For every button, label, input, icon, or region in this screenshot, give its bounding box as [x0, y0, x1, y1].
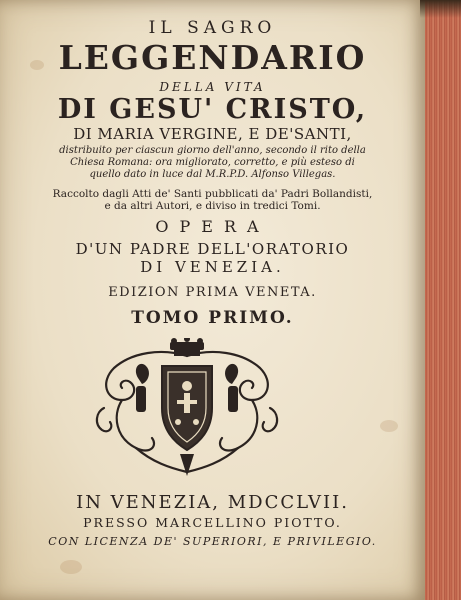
sources-line-2: e da altri Autori, e diviso in tredici Tomi.	[104, 200, 321, 212]
printer-device-ornament	[92, 338, 282, 478]
edition-line: EDIZION PRIMA VENETA.	[108, 285, 317, 300]
title-line-della-vita: DELLA VITA	[159, 80, 266, 94]
sources-line-1: Raccolto dagli Atti de' Santi pubblicati da' Padri Bollandisti,	[52, 188, 373, 200]
author-line-1: D'UN PADRE DELL'ORATORIO	[75, 240, 350, 258]
foxing-spot	[60, 560, 82, 574]
foxing-spot	[380, 420, 398, 432]
description-line-1: distribuito per ciascun giorno dell'anno, secondo il rito della	[59, 145, 366, 156]
page-edge-shadow	[420, 0, 461, 18]
imprint-place-date: IN VENEZIA, MDCCLVII.	[76, 492, 349, 513]
title-line-il-sagro: IL SAGRO	[148, 18, 277, 38]
description-line-2: Chiesa Romana: ora migliorato, corretto, e più esteso di	[70, 157, 355, 168]
author-line-2: DI VENEZIA.	[140, 258, 285, 276]
title-line-gesu-cristo: DI GESU' CRISTO,	[57, 94, 368, 125]
imprint-printer: PRESSO MARCELLINO PIOTTO.	[83, 515, 342, 530]
description-line-3: quello dato in luce dal M.R.P.D. Alfonso Villegas.	[89, 169, 336, 180]
opera-heading: OPERA	[155, 217, 270, 236]
volume-line: TOMO PRIMO.	[131, 308, 294, 328]
title-line-leggendario: LEGGENDARIO	[58, 38, 367, 77]
page-edges	[425, 0, 461, 600]
imprint-license: CON LICENZA DE' SUPERIORI, E PRIVILEGIO.	[48, 535, 377, 548]
title-line-maria-santi: DI MARIA VERGINE, E DE'SANTI,	[73, 125, 352, 143]
